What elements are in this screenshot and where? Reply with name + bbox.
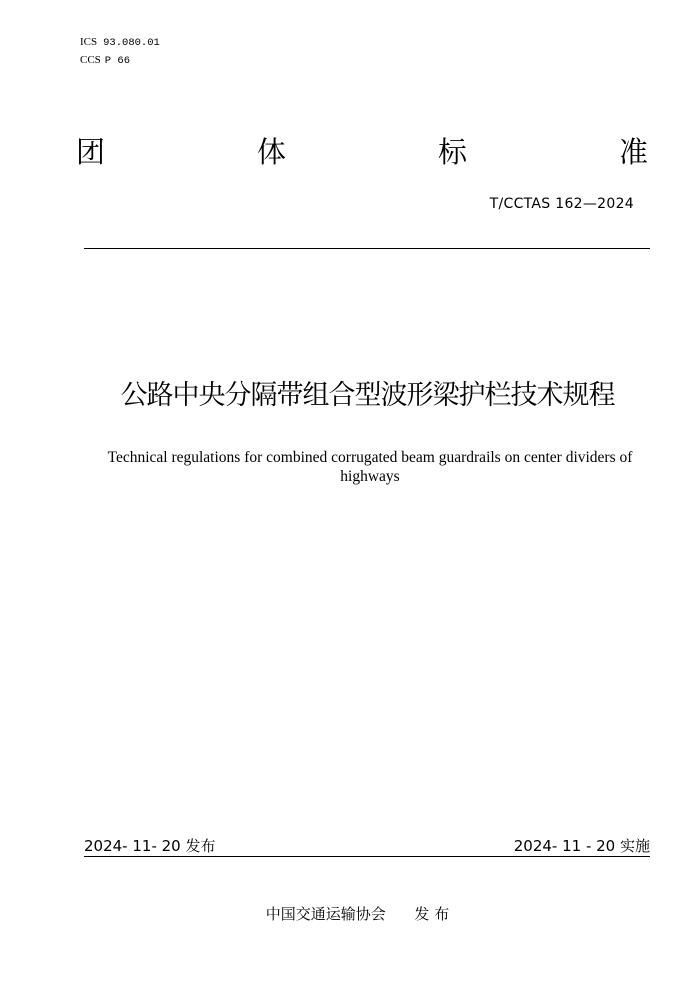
standard-number: T/CCTAS 162—2024 [489,196,634,212]
document-title-english: Technical regulations for combined corrugated beam guardrails on center dividers of highways [107,449,633,485]
standard-type-char: 团 [76,135,106,169]
publisher-organization: 中国交通运输协会 [265,905,386,923]
standard-type-char: 体 [256,135,286,169]
implementation-date: 2024- 11 - 20 实施 [513,837,650,855]
issue-date: 2024- 11- 20 发布 [84,837,216,855]
ics-label: ICS [80,36,98,48]
ccs-row [80,52,160,70]
ccs-label: CCS [80,54,101,66]
publisher-action: 发 布 [414,905,450,923]
ccs-code: P 66 [104,55,131,67]
publisher-line [0,903,700,924]
header-divider [84,248,650,249]
footer-divider [84,856,650,857]
ics-row [80,34,160,52]
standard-type-char: 准 [618,135,648,169]
ics-code: 93.080.01 [103,37,160,49]
standard-type-heading [76,134,648,170]
document-title-chinese: 公路中央分隔带组合型波形梁护栏技术规程 [120,380,615,411]
standard-type-char: 标 [437,135,467,169]
classification-codes [80,34,160,70]
